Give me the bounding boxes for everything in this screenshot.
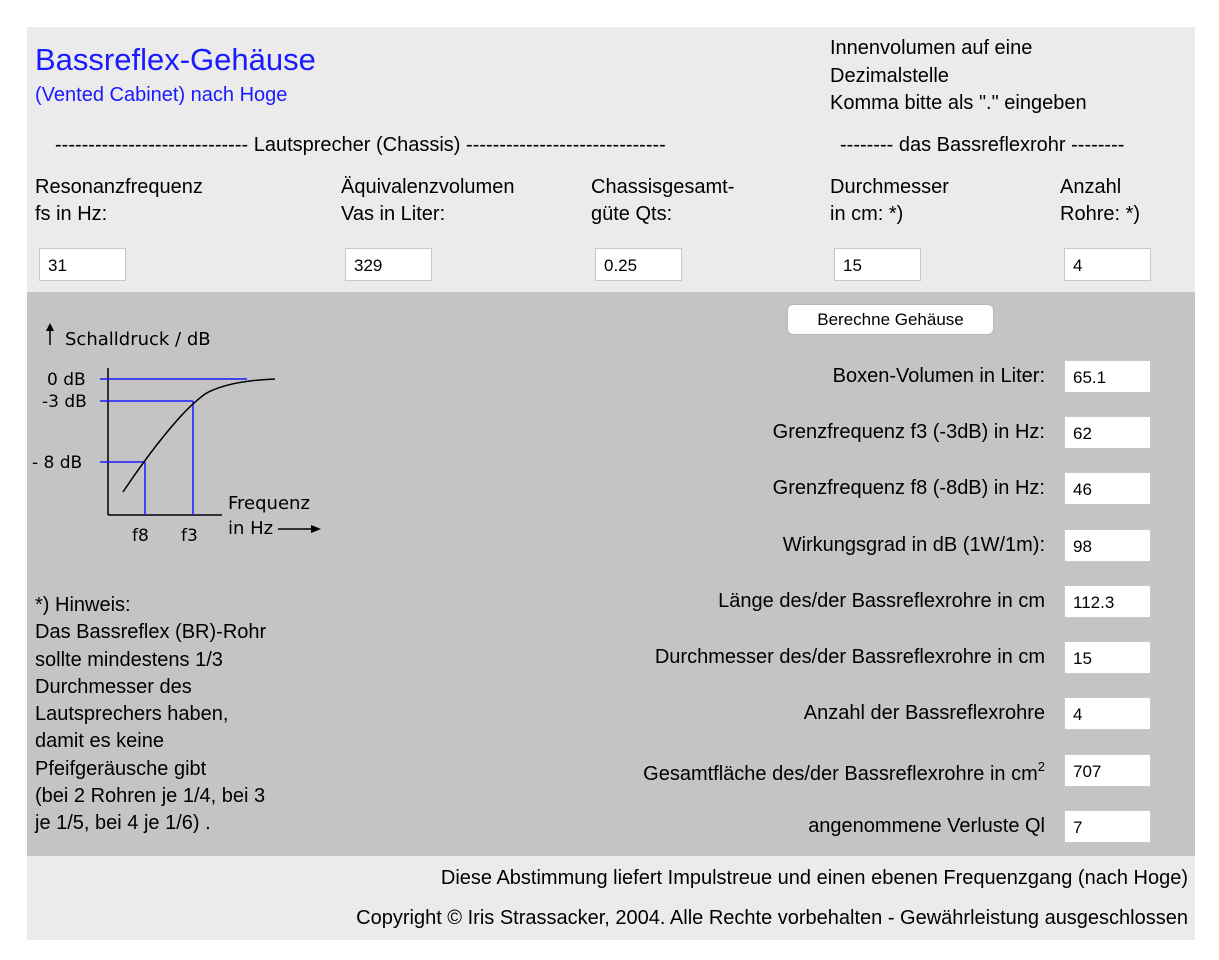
port-diameter-result-output[interactable] bbox=[1064, 641, 1151, 674]
copyright-text: Copyright © Iris Strassacker, 2004. Alle Rechte vorbehalten - Gewährleistung ausgeschlossen bbox=[356, 907, 1188, 929]
vas-label-line1: Äquivalenzvolumen bbox=[341, 176, 515, 198]
qts-label-line2: güte Qts: bbox=[591, 203, 673, 225]
losses-output[interactable] bbox=[1064, 810, 1151, 843]
hint-line: Pfeifgeräusche gibt bbox=[35, 757, 207, 780]
port-area-label-text: Gesamtfläche des/der Bassreflexrohre in cm bbox=[643, 763, 1038, 785]
hint-line: sollte mindestens 1/3 bbox=[35, 648, 223, 671]
port-count-input[interactable] bbox=[1064, 248, 1151, 281]
fs-label-line2: fs in Hz: bbox=[35, 203, 108, 225]
port-length-output[interactable] bbox=[1064, 585, 1151, 618]
level-8db-label: - 8 dB bbox=[32, 453, 83, 473]
vas-label-line2: Vas in Liter: bbox=[341, 203, 446, 225]
qts-label-line1: Chassisgesamt- bbox=[591, 176, 735, 198]
hint-line: damit es keine bbox=[35, 730, 164, 753]
f8-result-output[interactable] bbox=[1064, 472, 1151, 505]
input-note-line: Komma bitte als "." eingeben bbox=[830, 92, 1087, 114]
fs-input[interactable] bbox=[39, 248, 126, 281]
hint-line: Lautsprechers haben, bbox=[35, 703, 229, 726]
port-diameter-label bbox=[830, 174, 949, 228]
port-diameter-label-line2: in cm: *) bbox=[830, 203, 904, 225]
vas-label bbox=[341, 174, 514, 228]
qts-label bbox=[591, 174, 734, 228]
box-volume-label: Boxen-Volumen in Liter: bbox=[832, 365, 1045, 387]
speaker-section-heading: ----------------------------- Lautsprecher (Chassis) ------------------------------ bbox=[55, 134, 666, 156]
hint-text bbox=[35, 592, 266, 838]
qts-input[interactable] bbox=[595, 248, 682, 281]
port-area-output[interactable] bbox=[1064, 754, 1151, 787]
port-diameter-result-label: Durchmesser des/der Bassreflexrohre in cm bbox=[654, 646, 1045, 668]
calculate-button[interactable]: Berechne Gehäuse bbox=[787, 304, 994, 335]
fs-label bbox=[35, 174, 203, 228]
f3-result-output[interactable] bbox=[1064, 416, 1151, 449]
level-3db-label: -3 dB bbox=[42, 392, 87, 412]
hint-line: *) Hinweis: bbox=[35, 594, 131, 616]
port-diameter-label-line1: Durchmesser bbox=[830, 176, 949, 198]
vas-input[interactable] bbox=[345, 248, 432, 281]
x-axis-arrow-icon bbox=[278, 525, 321, 533]
hint-line: (bei 2 Rohren je 1/4, bei 3 bbox=[35, 785, 266, 808]
x-axis-label-line2: in Hz bbox=[228, 518, 274, 539]
fs-label-line1: Resonanzfrequenz bbox=[35, 176, 203, 198]
page-title: Bassreflex-Gehäuse bbox=[35, 42, 316, 77]
page-subtitle: (Vented Cabinet) nach Hoge bbox=[35, 84, 288, 106]
tuning-note: Diese Abstimmung liefert Impulstreue und einen ebenen Frequenzgang (nach Hoge) bbox=[440, 867, 1188, 889]
efficiency-label: Wirkungsgrad in dB (1W/1m): bbox=[782, 534, 1045, 556]
port-count-label-line1: Anzahl bbox=[1060, 176, 1122, 198]
port-length-label: Länge des/der Bassreflexrohre in cm bbox=[718, 590, 1045, 612]
level-0db-label: 0 dB bbox=[47, 370, 86, 390]
port-area-label-superscript: 2 bbox=[1037, 759, 1045, 774]
response-curve bbox=[123, 379, 275, 492]
box-volume-output[interactable] bbox=[1064, 360, 1151, 393]
hint-line: Das Bassreflex (BR)-Rohr bbox=[35, 621, 267, 644]
input-note-line: Innenvolumen auf eine bbox=[830, 37, 1033, 59]
input-note-line: Dezimalstelle bbox=[830, 64, 949, 87]
f3-result-label: Grenzfrequenz f3 (-3dB) in Hz: bbox=[772, 421, 1045, 443]
port-area-label bbox=[643, 759, 1045, 786]
losses-label: angenommene Verluste Ql bbox=[808, 815, 1045, 837]
y-axis-label: Schalldruck / dB bbox=[65, 329, 211, 350]
port-count-label bbox=[1060, 174, 1140, 228]
x-axis-label-line1: Frequenz bbox=[228, 493, 310, 514]
port-count-label-line2: Rohre: *) bbox=[1060, 203, 1141, 225]
input-note bbox=[830, 35, 1087, 118]
frequency-response-diagram bbox=[27, 315, 337, 555]
port-section-heading: -------- das Bassreflexrohr -------- bbox=[840, 134, 1125, 156]
efficiency-output[interactable] bbox=[1064, 529, 1151, 562]
hint-line: Durchmesser des bbox=[35, 675, 192, 698]
hint-line: je 1/5, bei 4 je 1/6) . bbox=[35, 812, 211, 835]
port-count-result-output[interactable] bbox=[1064, 697, 1151, 730]
f8-label: f8 bbox=[132, 526, 149, 546]
f3-label: f3 bbox=[181, 526, 198, 546]
port-count-result-label: Anzahl der Bassreflexrohre bbox=[803, 702, 1045, 724]
f8-result-label: Grenzfrequenz f8 (-8dB) in Hz: bbox=[772, 477, 1045, 499]
port-diameter-input[interactable] bbox=[834, 248, 921, 281]
y-axis-arrow-icon bbox=[46, 323, 54, 345]
